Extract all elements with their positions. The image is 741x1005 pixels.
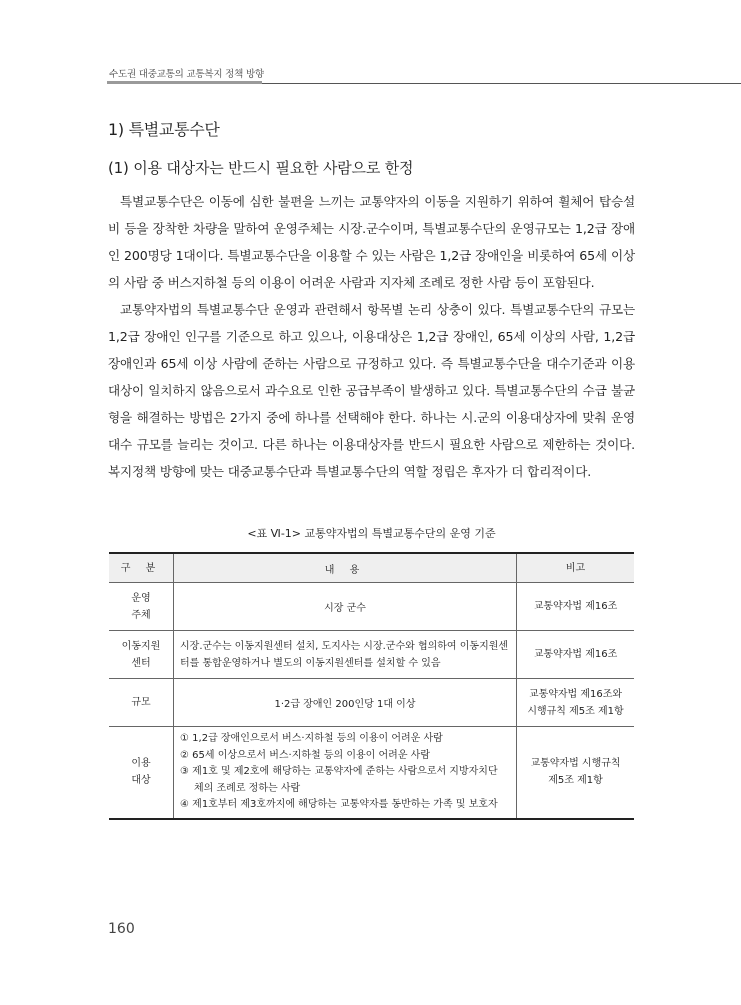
category-label: 이동지원 센터 [121, 640, 161, 669]
item-text: 제1호부터 제3호까지에 해당하는 교통약자를 동반하는 가족 및 보호자 [192, 799, 498, 810]
page-number: 160 [108, 921, 135, 937]
table-row [109, 631, 634, 679]
row-content: 1·2급 장애인 200인당 1대 이상 [174, 679, 517, 727]
body-text [108, 188, 635, 485]
list-item [180, 797, 510, 814]
row-category [109, 583, 174, 631]
row-note [517, 679, 635, 727]
item-text: 1,2급 장애인으로서 버스·지하철 등의 이용이 어려운 사람 [192, 733, 443, 744]
section-title: 1) 특별교통수단 [108, 120, 220, 139]
row-category [109, 631, 174, 679]
item-marker: ① [180, 733, 189, 744]
row-note: 교통약자법 제16조 [517, 631, 635, 679]
item-marker: ④ [180, 799, 189, 810]
header-rule-line [262, 83, 741, 84]
table-row [109, 583, 634, 631]
list-item [180, 748, 510, 765]
subsection-title: (1) 이용 대상자는 반드시 필요한 사람으로 한정 [108, 159, 414, 177]
header-rule-accent [107, 81, 262, 84]
table-row [109, 727, 634, 819]
note-label: 교통약자법 시행규칙 제5조 제1항 [530, 758, 621, 787]
criteria-table [109, 552, 634, 820]
row-category [109, 727, 174, 819]
item-text-continued: 체의 조례로 정하는 사람 [194, 782, 301, 794]
item-text: 제1호 및 제2호에 해당하는 교통약자에 준하는 사람으로서 지방자치단 [192, 766, 498, 777]
table-header-row [109, 553, 634, 583]
header-category: 구 분 [109, 553, 174, 583]
header-note: 비고 [517, 553, 635, 583]
row-content: 시장.군수는 이동지원센터 설치, 도지사는 시장.군수와 협의하여 이동지원센터를 통합운영하거나 별도의 이동지원센터를 설치할 수 있음 [174, 631, 517, 679]
row-content [174, 727, 517, 819]
paragraph: 교통약자법의 특별교통수단 운영과 관련해서 항목별 논리 상충이 있다. 특별교통수단의 규모는 1,2급 장애인 인구를 기준으로 하고 있으나, 이용대상은 1,2급 장애인, 65세 이상의 사람, 1,2급 장애인과 65세 이상 사람에 준하는 사람으로 규정하고 있다. 즉 특별교통수단을 대수기준과 이용대상이 일치하지 않음으로서 과수요로 인한 공급부족이 발생하고 있다. 특별교통수단의 수급 불균형을 해결하는 방법은 2가지 중에 하나를 선택해야 한다. 하나는 시.군의 이용대상자에 맞춰 운영대수 규모를 늘리는 것이고. 다른 하나는 이용대상자를 반드시 필요한 사람으로 제한하는 것이다. 복지정책 방향에 맞는 대중교통수단과 특별교통수단의 역할 정립은 후자가 더 합리적이다. [108, 302, 635, 479]
list-item [180, 731, 510, 748]
row-category: 규모 [109, 679, 174, 727]
category-label: 운영 주체 [131, 592, 151, 621]
row-content: 시장 군수 [174, 583, 517, 631]
category-label: 이용 대상 [131, 758, 151, 787]
paragraph: 특별교통수단은 이동에 심한 불편을 느끼는 교통약자의 이동을 지원하기 위하여 휠체어 탑승설비 등을 장착한 차량을 말하여 운영주체는 시장.군수이며, 특별교통수단의 운영규모는 1,2급 장애인 200명당 1대이다. 특별교통수단을 이용할 수 있는 사람은 1,2급 장애인을 비롯하여 65세 이상의 사람 중 버스지하철 등의 이용이 어려운 사람과 지자체 조례로 정한 사람 등이 포함된다. [108, 194, 635, 290]
list-item [180, 764, 510, 797]
eligibility-list [180, 731, 510, 814]
item-marker: ③ [180, 766, 189, 777]
item-marker: ② [180, 749, 189, 761]
row-note [517, 727, 635, 819]
table-caption: <표 Ⅵ-1> 교통약자법의 특별교통수단의 운영 기준 [247, 527, 496, 540]
table-row [109, 679, 634, 727]
row-note: 교통약자법 제16조 [517, 583, 635, 631]
note-label: 교통약자법 제16조와 시행규칙 제5조 제1항 [527, 688, 624, 717]
header-content: 내 용 [174, 553, 517, 583]
item-text: 65세 이상으로서 버스·지하철 등의 이용이 어려운 사람 [192, 749, 430, 761]
running-header: 수도권 대중교통의 교통복지 정책 방향 [109, 69, 264, 80]
